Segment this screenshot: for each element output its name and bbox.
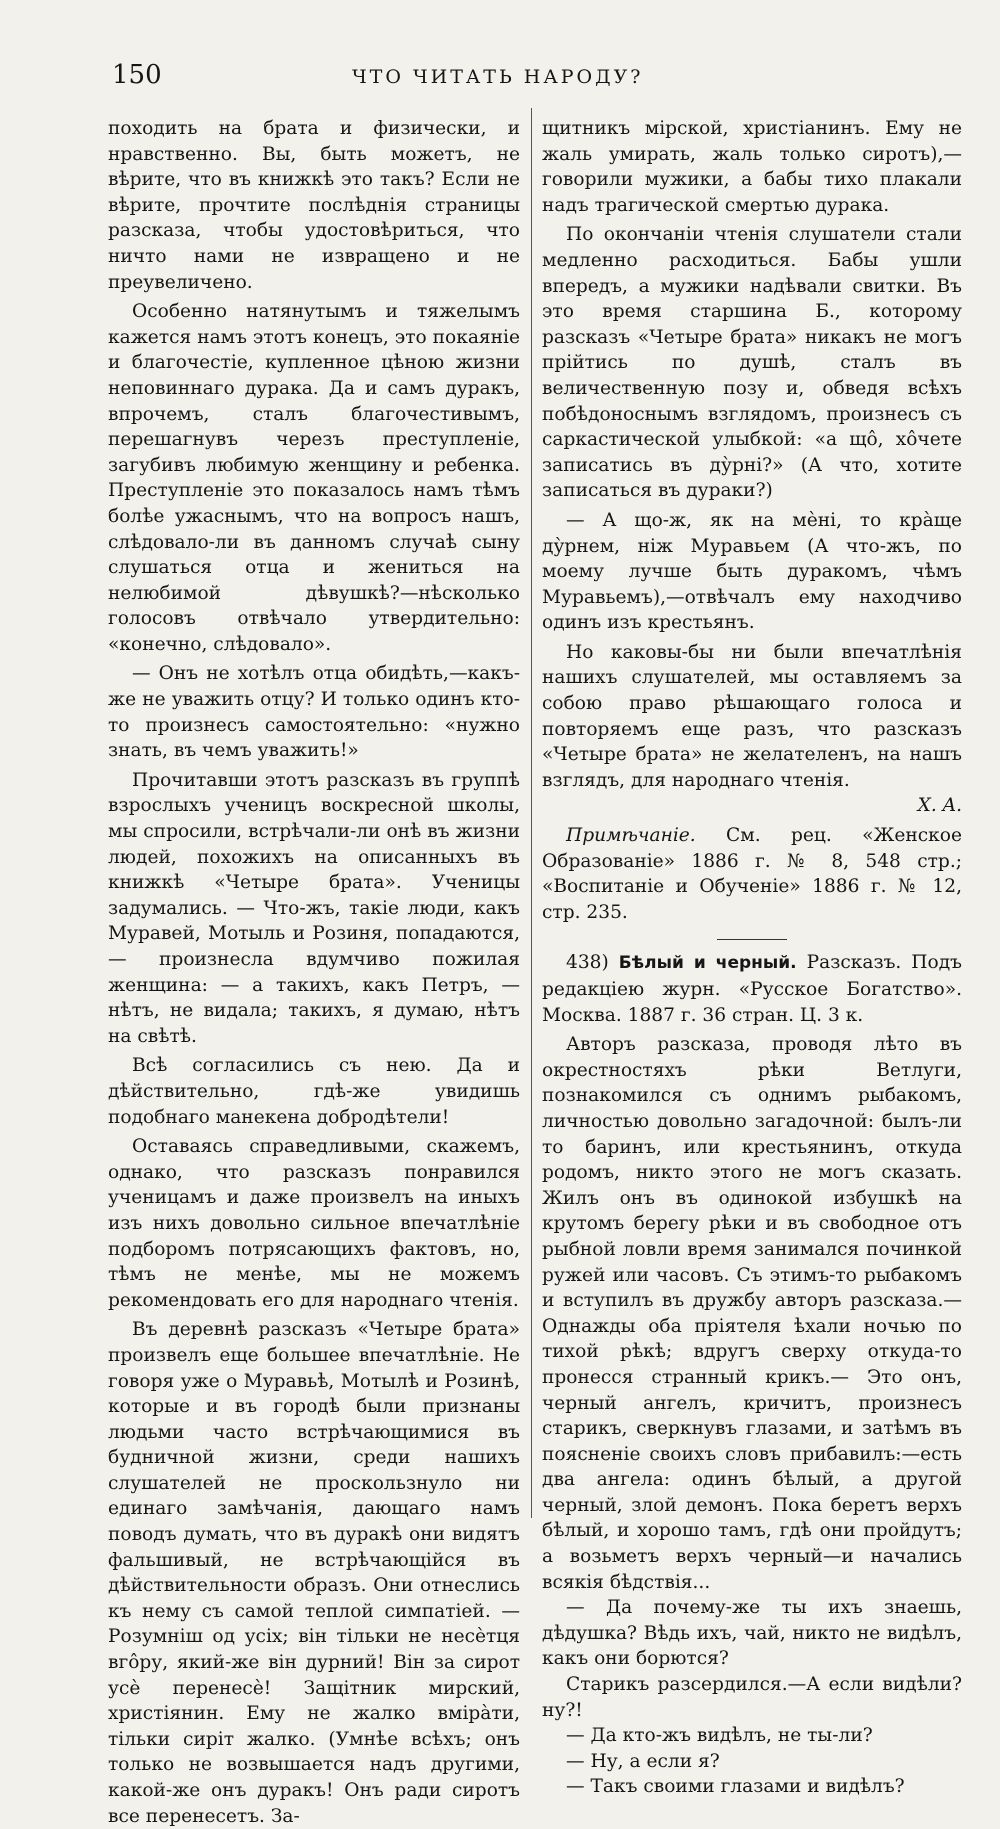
paragraph: — Ну, а если я? <box>566 1750 720 1772</box>
running-title: ЧТО ЧИТАТЬ НАРОДУ? <box>352 66 644 88</box>
paragraph: Но каковы-бы ни были впечатлѣнія нашихъ слушателей, мы оставляемъ за собою право рѣшающаго голоса и повторяемъ еще разъ, что разсказъ «Четыре брата» не желателенъ, на нашъ взглядъ, для народнаго чтенія. <box>542 641 962 791</box>
paragraph: Старикъ разсердился.—А если видѣли? ну?! <box>542 1674 962 1721</box>
footnote <box>542 823 962 925</box>
paragraph: походить на брата и физически, и нравственно. Вы, быть можетъ, не вѣрите, что въ книжкѣ это такъ? Если не вѣрите, прочтите послѣднія страницы разсказа, чтобы удостовѣриться, что ничто нами не извращено и не преувеличено. <box>108 118 520 293</box>
paragraph: Оставаясь справедливыми, скажемъ, однако, что разсказъ понравился ученицамъ и даже произвелъ на иныхъ изъ нихъ довольно сильное впечатлѣніе подборомъ потрясающихъ фактовъ, но, тѣмъ не менѣе, мы не можемъ рекомендовать его для народнаго чтенія. <box>108 1136 520 1311</box>
paragraph: Въ деревнѣ разсказъ «Четыре брата» произвелъ еще большее впечатлѣніе. Не говоря уже о Муравьѣ, Мотылѣ и Розинѣ, которые и въ городѣ были признаны людьми часто встрѣчающимися въ будничной жизни, среди нашихъ слушателей не проскользнуло ни единаго замѣчанія, дающаго намъ поводъ думать, что въ дуракѣ они видятъ фальшивый, не встрѣчающійся въ дѣйствительности образъ. Они отнеслись къ нему съ самой теплой симпатіей. — Розумніш од усіх; він тільки не несѐтця вгôру, який-же він дурний! Він за сирот усѐ перенесѐ! Защітник мирский, христіянин. Ему не жалко вміра̀ти, тільки сиріт жалко. (Умнѣе всѣхъ; онъ только не возвышается надъ другими, какой-же онъ дуракъ! Онъ ради сиротъ все перенесетъ. За- <box>108 1319 520 1827</box>
entry-title: Бѣлый и черный. <box>618 953 797 974</box>
section-divider <box>717 939 787 940</box>
paragraph: — Онъ не хотѣлъ отца обидѣть,—какъ-же не уважить отцу? И только одинъ кто-то произнесъ самостоятельно: «нужно знать, въ чемъ уважить!» <box>108 663 520 762</box>
paragraph: щитникъ мірской, христіанинъ. Ему не жаль умирать, жаль только сиротъ),—говорили мужики, а бабы тихо плакали надъ трагической смертью дурака. <box>542 118 962 216</box>
paragraph: Всѣ согласились съ нею. Да и дѣйствительно, гдѣ-же увидишь подобнаго манекена добродѣтели! <box>108 1055 520 1128</box>
column-divider <box>531 108 532 1518</box>
page-number: 150 <box>112 60 162 90</box>
page-header <box>112 58 962 98</box>
entry-number: 438) <box>566 952 609 974</box>
paragraph: — А що-ж, як на мѐні, то кра̀ще ду̀рнем, ніж Муравьем (А что-жъ, по моему лучше быть дуракомъ, чѣмъ Муравьемъ),—отвѣчалъ ему находчиво одинъ изъ крестьянъ. <box>542 509 962 634</box>
author-signature: X. A. <box>917 795 962 817</box>
left-column <box>108 116 520 1829</box>
paragraph: — Да кто-жъ видѣлъ, не ты-ли? <box>566 1725 873 1747</box>
paragraph: — Такъ своими глазами и видѣлъ? <box>566 1776 905 1798</box>
paragraph: — Да почему-же ты ихъ знаешь, дѣдушка? Вѣдь ихъ, чай, никто не видѣлъ, какъ они борются? <box>542 1597 962 1670</box>
paragraph: Прочитавши этотъ разсказъ въ группѣ взрослыхъ ученицъ воскресной школы, мы спросили, встрѣчали-ли онѣ въ жизни людей, похожихъ на описанныхъ въ книжкѣ «Четыре брата». Ученицы задумались. — Что-жъ, такіе люди, какъ Муравей, Мотыль и Розиня, попадаются, — произнесла вдумчиво пожилая женщина: — а такихъ, какъ Петръ, — нѣтъ, не видала; такихъ, я думаю, нѣтъ на свѣтѣ. <box>108 769 520 1047</box>
catalog-entry-heading <box>542 950 962 1028</box>
note-text: См. рец. «Женское Образованіе» 1886 г. № 8, 548 стр.; «Воспитаніе и Обученіе» 1886 г. № 12, стр. 235. <box>542 825 962 923</box>
paragraph: Авторъ разсказа, проводя лѣто въ окрестностяхъ рѣки Ветлуги, познакомился съ однимъ рыбакомъ, личностью довольно загадочной: былъ-ли то баринъ, или крестьянинъ, откуда родомъ, никто этого не могъ сказать. Жилъ онъ въ одинокой избушкѣ на крутомъ берегу рѣки и въ свободное отъ рыбной ловли время занимался починкой ружей или часовъ. Съ этимъ-то рыбакомъ и вступилъ въ дружбу авторъ разсказа.—Однажды оба пріятеля ѣхали ночью по тихой рѣкѣ; вдругъ сверху откуда-то пронесся странный крикъ.— Это онъ, черный ангелъ, кричитъ, произнесъ старикъ, сверкнувъ глазами, и затѣмъ въ поясненіе своихъ словъ прибавилъ:—есть два ангела: одинъ бѣлый, а другой черный, злой демонъ. Пока беретъ верхъ бѣлый, и хорошо тамъ, гдѣ они пройдутъ; а возьметъ верхъ черный—и начались всякія бѣдствія... <box>542 1034 962 1593</box>
right-column <box>542 116 962 1800</box>
entry-meta: Разсказъ. Подъ редакціею журн. «Русское Богатство». Москва. 1887 г. 36 стран. Ц. 3 к. <box>542 952 962 1026</box>
paragraph: Особенно натянутымъ и тяжелымъ кажется намъ этотъ конецъ, это покаяніе и благочестіе, купленное цѣною жизни неповиннаго дурака. Да и самъ дуракъ, впрочемъ, сталъ благочестивымъ, перешагнувъ черезъ преступленіе, загубивъ любимую женщину и ребенка. Преступленіе это показалось намъ тѣмъ болѣе ужаснымъ, что на вопросъ нашъ, слѣдовало-ли въ данномъ случаѣ сыну слушаться отца и жениться на нелюбимой дѣвушкѣ?—нѣсколько голосовъ отвѣчало утвердительно: «конечно, слѣдовало». <box>108 301 520 655</box>
paragraph: По окончаніи чтенія слушатели стали медленно расходиться. Бабы ушли впередъ, а мужики надѣвали свитки. Въ это время старшина Б., которому разсказъ «Четыре брата» никакъ не могъ прійтись по душѣ, сталъ въ величественную позу и, обведя всѣхъ побѣдоноснымъ взглядомъ, произнесъ съ саркастической улыбкой: «а щô, хôчете записатись въ ду̀рні?» (А что, хотите записаться въ дураки?) <box>542 224 962 502</box>
note-label: Примѣчаніе. <box>566 825 696 847</box>
